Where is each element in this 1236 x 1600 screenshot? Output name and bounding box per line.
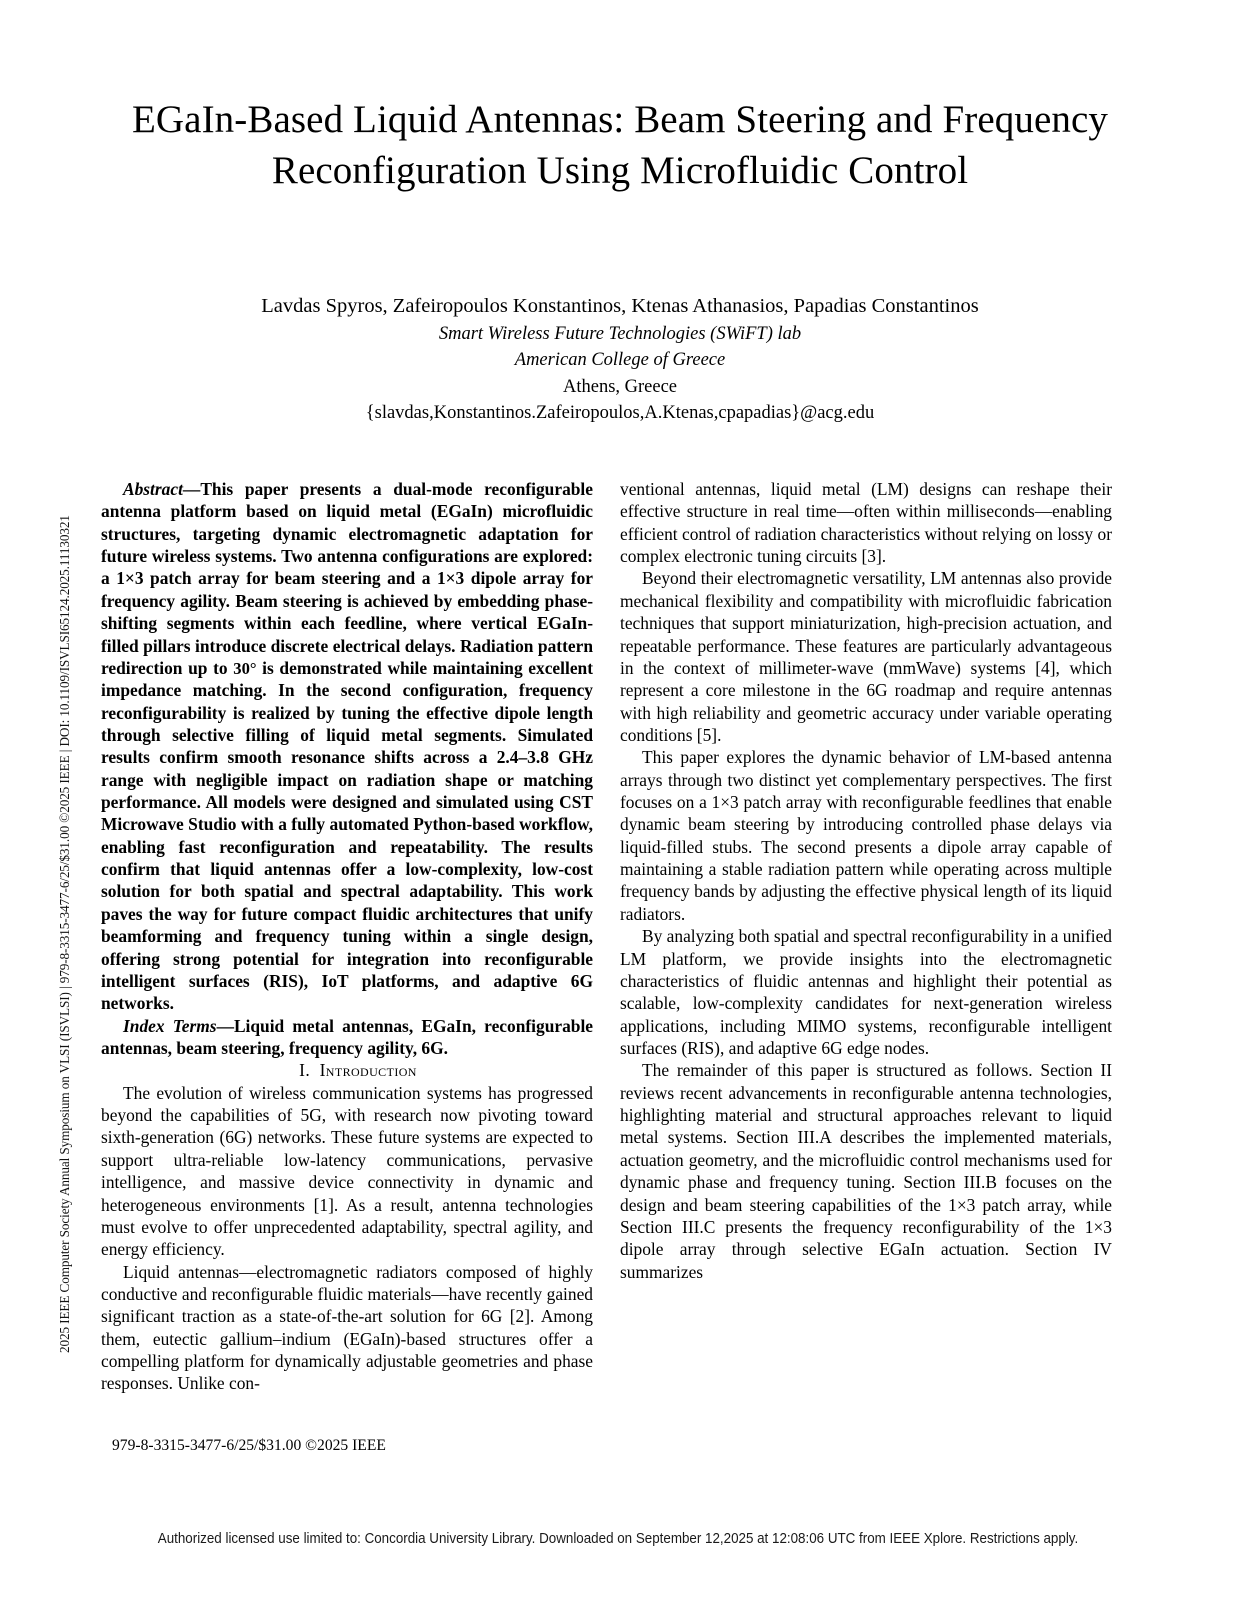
page-title: EGaIn-Based Liquid Antennas: Beam Steering and Frequency Reconfiguration Using Microfluidic Control bbox=[131, 98, 1108, 192]
author-institution: American College of Greece bbox=[514, 350, 726, 371]
abstract-text-part2: is demonstrated while maintaining excellent impedance matching. In the second configuration, frequency reconfigurability is realized by tuning the effective dipole length through selective filling of liquid metal segments. Simulated results confirm smooth resonance shifts across a 2.4–3.8 GHz range with negligible impact on radiation shape or matching performance. All models were designed and simulated using CST Microwave Studio with a fully automated Python-based workflow, enabling fast reconfiguration and repeatability. The results confirm that liquid antennas offer a low-complexity, low-cost solution for both spatial and spectral adaptability. This work paves the way for future compact fluidic architectures that unify beamforming and frequency tuning within a single design, offering strong potential for integration into reconfigurable intelligent surfaces (RIS), IoT platforms, and adaptive 6G networks. bbox=[101, 657, 593, 1014]
body-paragraph-continued: ventional antennas, liquid metal (LM) designs can reshape their effective structure in real time—often within milliseconds—enabling efficient control of radiation characteristics without relying on lossy or complex electronic tuning circuits [3]. bbox=[620, 479, 1112, 567]
download-footer: Authorized licensed use limited to: Concordia University Library. Downloaded on September 12,2025 at 12:08:06 UTC from IEEE Xplore. Restrictions apply. bbox=[157, 1531, 1079, 1547]
section-heading-introduction bbox=[101, 1059, 593, 1081]
index-terms-label: Index Terms bbox=[123, 1015, 217, 1036]
author-names: Lavdas Spyros, Zafeiropoulos Konstantinos, Ktenas Athanasios, Papadias Constantinos bbox=[261, 295, 979, 317]
ieee-spine-metadata: 2025 IEEE Computer Society Annual Symposium on VLSI (ISVLSI) | 979-8-3315-3477-6/25/$31.00 ©2025 IEEE | DOI: 10.1109/ISVLSI65124.2025.11130321 bbox=[57, 515, 72, 1353]
body-paragraph: By analyzing both spatial and spectral reconfigurability in a unified LM platform, we provide insights into the electromagnetic characteristics of fluidic antennas and highlight their potential as scalable, low-complexity candidates for next-generation wireless applications, including MIMO systems, reconfigurable intelligent surfaces (RIS), and adaptive 6G edge nodes. bbox=[620, 926, 1112, 1058]
body-paragraph: The remainder of this paper is structured as follows. Section II reviews recent advancements in reconfigurable antenna technologies, highlighting material and structural approaches relevant to liquid metal systems. Section III.A describes the implemented materials, actuation geometry, and the microfluidic control mechanisms used for dynamic phase and frequency tuning. Section III.B focuses on the design and beam steering capabilities of the 1×3 patch array, while Section III.C presents the frequency reconfigurability of the 1×3 dipole array through selective EGaIn actuation. Section IV summarizes bbox=[620, 1060, 1112, 1282]
abstract-dash: — bbox=[182, 479, 201, 499]
abstract-text-part1: This paper presents a dual-mode reconfigurable antenna platform based on liquid metal (EGaIn) microfluidic structures, targeting dynamic electromagnetic adaptation for future wireless systems. Two antenna configurations are explored: a 1×3 patch array for beam steering and a 1×3 dipole array for frequency agility. Beam steering is achieved by embedding phase-shifting segments within each feedline, where vertical EGaIn-filled pillars introduce discrete electrical delays. Radiation pattern redirection up to bbox=[101, 479, 593, 678]
index-terms-paragraph bbox=[101, 1015, 593, 1060]
body-paragraph: Beyond their electromagnetic versatility, LM antennas also provide mechanical flexibility and compatibility with microfluidic fabrication techniques that support miniaturization, high-precision actuation, and repeatable performance. These features are particularly advantageous in the context of millimeter-wave (mmWave) systems [4], which represent a core milestone in the 6G roadmap and require antennas with high reliability and geometric accuracy under variable operating conditions [5]. bbox=[620, 568, 1112, 745]
section-numeral: I. bbox=[299, 1060, 311, 1081]
section-name: Introduction bbox=[319, 1060, 417, 1081]
abstract-label: Abstract bbox=[123, 479, 183, 499]
index-terms-dash: — bbox=[216, 1015, 234, 1036]
author-email: {slavdas,Konstantinos.Zafeiropoulos,A.Ktenas,cpapadias}@acg.edu bbox=[365, 402, 875, 423]
author-lab: Smart Wireless Future Technologies (SWiFT) lab bbox=[438, 324, 802, 345]
body-paragraph: The evolution of wireless communication systems has progressed beyond the capabilities of 5G, with research now pivoting toward sixth-generation (6G) networks. These future systems are expected to support ultra-reliable low-latency communications, pervasive intelligence, and massive device connectivity in dynamic and heterogeneous environments [1]. As a result, antenna technologies must evolve to offer unprecedented adaptability, spectral agility, and energy efficiency. bbox=[101, 1082, 593, 1260]
title-block bbox=[105, 95, 1135, 196]
author-block bbox=[105, 292, 1135, 428]
author-city: Athens, Greece bbox=[562, 376, 678, 397]
abstract-paragraph bbox=[101, 478, 593, 1015]
abstract-angle-value: 30° bbox=[233, 658, 257, 678]
body-paragraph: Liquid antennas—electromagnetic radiators composed of highly conductive and reconfigurable fluidic materials—have recently gained significant traction as a state-of-the-art solution for 6G [2]. Among them, eutectic gallium–indium (EGaIn)-based structures offer a compelling platform for dynamically adjustable geometries and phase responses. Unlike con- bbox=[101, 1261, 593, 1394]
column-right bbox=[620, 478, 1112, 1283]
body-paragraph: This paper explores the dynamic behavior of LM-based antenna arrays through two distinct yet complementary perspectives. The first focuses on a 1×3 patch array with reconfigurable feedlines that enable dynamic beam steering by introducing controlled phase delays via liquid-filled stubs. The second presents a dipole array capable of maintaining a stable radiation pattern while operating across multiple frequency bands by adjusting the effective physical length of its liquid radiators. bbox=[620, 747, 1112, 924]
column-left bbox=[101, 478, 593, 1395]
isbn-copyright-line: 979-8-3315-3477-6/25/$31.00 ©2025 IEEE bbox=[112, 1437, 386, 1454]
index-terms-text: Liquid metal antennas, EGaIn, reconfigurable antennas, beam steering, frequency agility, 6G. bbox=[101, 1015, 593, 1058]
